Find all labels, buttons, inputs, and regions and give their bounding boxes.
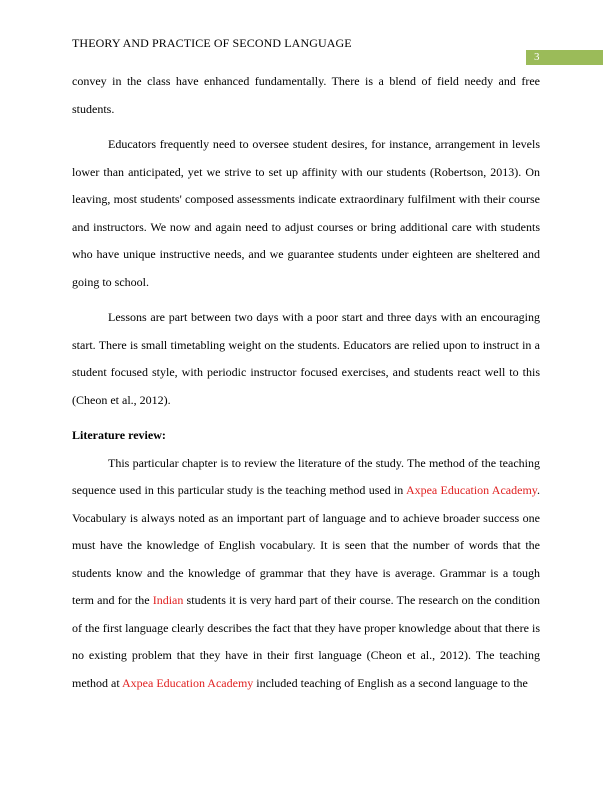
text-run: . Vocabulary is always noted as an important part of language and to achieve broader success one must have the knowledge of English vocabulary. It is seen that the number of words that the students know and the knowledge of grammar that they have is average. Grammar is a tough term and for the [72,483,540,607]
highlighted-term: Axpea Education Academy [122,675,254,690]
text-run: This particular chapter is to review the literature of the study. The method of the teaching sequence used in this particular study is the teaching method used in [72,455,540,497]
text-run: included teaching of English as a second language to the [253,675,528,690]
page-number-badge [526,50,603,65]
page-number: 3 [534,51,540,63]
section-heading-literature-review: Literature review: [72,428,166,442]
highlighted-term: Indian [152,593,184,607]
paragraph-educators: Educators frequently need to oversee student desires, for instance, arrangement in levels lower than anticipated, yet we strive to set up affinity with our students (Robertson, 2013). On leaving, most students' composed assessments indicate extraordinary fulfilment with their course and instructors. We now and again need to adjust courses or bring additional care with students who have unique instructive needs, and we guarantee students under eighteen are sheltered and going to school. [72,137,540,289]
text-run: students it is very hard part of their course. The research on the condition of the first language clearly describes the fact that they have proper knowledge about that there is no existing problem that they have in their first language (Cheon et al., 2012). The teaching method at [72,593,540,690]
highlighted-term: Axpea Education Academy [405,483,537,497]
paragraph-continuation: convey in the class have enhanced fundamentally. There is a blend of field needy and free students. [72,74,540,116]
running-header: THEORY AND PRACTICE OF SECOND LANGUAGE [72,36,352,50]
paragraph-lessons: Lessons are part between two days with a poor start and three days with an encouraging start. There is small timetabling weight on the students. Educators are relied upon to instruct in a student focused style, with periodic instructor focused exercises, and students react well to this (Cheon et al., 2012). [72,310,540,407]
document-body [72,68,540,697]
paragraph-literature [72,450,540,698]
